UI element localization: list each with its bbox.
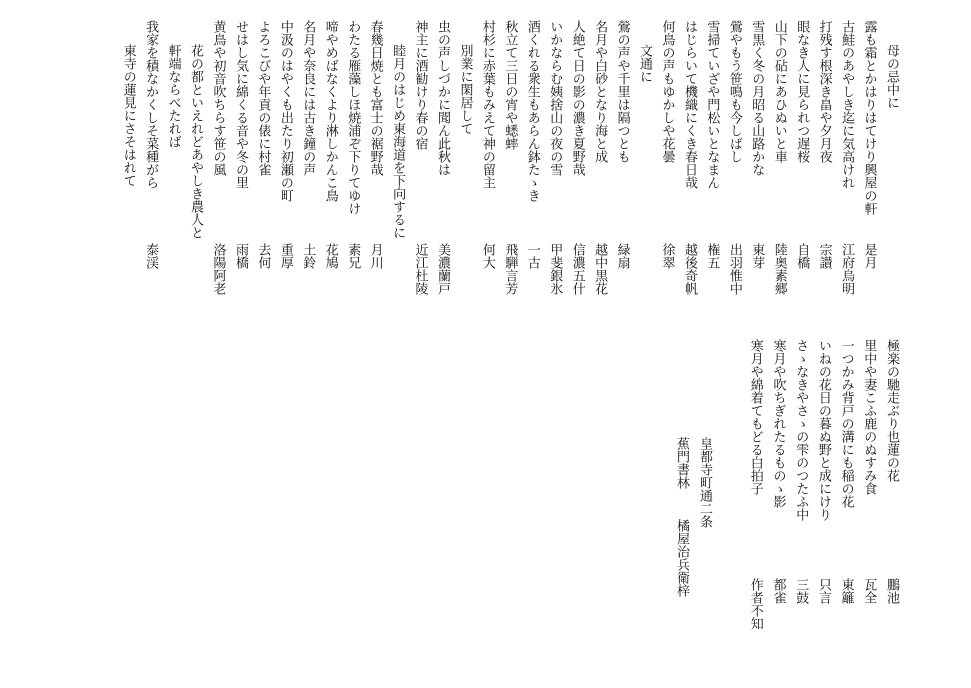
poet-name: 東籬 bbox=[838, 578, 854, 604]
haiku-line: 古鮭のあやしき迄に気高けれ bbox=[839, 20, 855, 189]
poet-name: 素兄 bbox=[345, 243, 361, 269]
haiku-line: 名月や白砂となり海と成 bbox=[592, 20, 608, 163]
headnote: 母の忌中に bbox=[884, 44, 899, 109]
haiku-line: 山下の砧にあひぬいと車 bbox=[771, 20, 787, 163]
poet-name: 出羽惟中 bbox=[726, 243, 742, 295]
headnote: 睦月のはじめ東海道を下向するに bbox=[390, 44, 406, 239]
poet-name: 越後奇帆 bbox=[681, 243, 697, 295]
poet-name: 東芽 bbox=[749, 243, 765, 269]
poet-name: 鵬池 bbox=[884, 578, 899, 604]
headnote: 別業に閑居して bbox=[457, 44, 473, 135]
poet-name: 洛陽阿老 bbox=[210, 243, 226, 295]
poet-name: 三鼓 bbox=[793, 578, 809, 604]
haiku-line: 名月や奈良には古き鐘の声 bbox=[300, 20, 316, 176]
poet-name: 権五 bbox=[704, 243, 720, 269]
haiku-line: 春幾日焼とも富士の裾野哉 bbox=[367, 20, 383, 176]
imprint-shop: 蕉門書林 bbox=[674, 437, 689, 489]
poet-name: 自橋 bbox=[794, 243, 810, 269]
poet-name: 飛騨言芳 bbox=[502, 243, 518, 295]
haiku-line: 寒月や綿着てもどる白拍子 bbox=[747, 339, 763, 495]
poet-name: 江府烏明 bbox=[839, 243, 855, 295]
poet-name: 美濃蘭戸 bbox=[435, 243, 450, 295]
poet-name: 土鈴 bbox=[300, 243, 316, 269]
poet-name: 近江杜陵 bbox=[412, 243, 428, 295]
poet-name: 去何 bbox=[255, 243, 271, 269]
poet-name: 月川 bbox=[367, 243, 383, 269]
haiku-line: 露も霜とかはりはてけり興屋の軒 bbox=[861, 20, 877, 215]
haiku-line: 酒くれる衆生もあらん鉢たゝき bbox=[524, 20, 540, 202]
headnote: 文通に bbox=[637, 44, 653, 83]
poet-name: 一古 bbox=[524, 243, 540, 269]
haiku-line: 虫の声しづかに聞ん此秋は bbox=[435, 20, 450, 176]
haiku-line: いねの花日の暮ぬ野と成にけり bbox=[815, 339, 831, 521]
haiku-line: 極楽の馳走ぶり也蓮の花 bbox=[884, 339, 899, 482]
haiku-line: 秋立て三日の宵や蟋蟀 bbox=[502, 20, 518, 150]
poet-name: 雨橋 bbox=[232, 243, 248, 269]
haiku-line: よろこびや年貢の俵に村雀 bbox=[255, 20, 271, 176]
poet-name: 瓦全 bbox=[861, 578, 877, 604]
poet-name: 宗讃 bbox=[816, 243, 832, 269]
haiku-line: 一つかみ背戸の溝にも稲の花 bbox=[838, 339, 854, 508]
haiku-line: 黄鳥や初音吹ちらす笹の風 bbox=[210, 20, 226, 176]
poet-name: 信濃五什 bbox=[569, 243, 585, 295]
haiku-line: 雪黒く冬の月昭る山路かな bbox=[749, 20, 765, 176]
poet-name: 花鳩 bbox=[322, 243, 338, 269]
haiku-line: 雪掃ていざや門松いとなまん bbox=[704, 20, 720, 189]
poet-name: 重厚 bbox=[277, 243, 293, 269]
haiku-line: 啼やめばなくより淋しかんこ鳥 bbox=[322, 20, 338, 202]
haiku-line: 村杉に赤葉もみえて神の留主 bbox=[479, 20, 495, 189]
poet-name: 只言 bbox=[815, 578, 831, 604]
imprint-address: 皇都寺町通二条 bbox=[697, 437, 712, 528]
poet-name: 何大 bbox=[479, 243, 495, 269]
haiku-line: 鶯の声や千里は隔つとも bbox=[614, 20, 630, 163]
haiku-line: 人絶て日の影の濃き夏野哉 bbox=[569, 20, 585, 176]
haiku-line: 寒月や吹ちぎれたるものゝ影 bbox=[770, 339, 786, 508]
haiku-line: 神主に酒勧けり春の宿 bbox=[412, 20, 428, 150]
haiku-line: 鶯やもう笹鳴も今しばし bbox=[726, 20, 742, 163]
headnote: 軒端ならべたれば bbox=[165, 44, 181, 148]
haiku-line: 我家を積なかくしそ菜種がら bbox=[143, 20, 159, 189]
poet-name: 緑扇 bbox=[614, 243, 630, 269]
haiku-line: わたる雁藻しほ焼浦ぞ下りてゆけ bbox=[345, 20, 361, 215]
poet-name: 泰渓 bbox=[143, 243, 159, 269]
haiku-line: 打残す根深き畠や夕月夜 bbox=[816, 20, 832, 163]
poet-name: 是月 bbox=[861, 243, 877, 269]
headnote: 東寺の蓮見にさそはれて bbox=[120, 44, 136, 187]
haiku-line: はじらいて機織にくき春日哉 bbox=[681, 20, 697, 189]
headnote: 花の都といえれどあやしき農人と bbox=[188, 44, 204, 239]
poet-name: 作者不知 bbox=[747, 578, 763, 630]
haiku-line: 中汲のはやくも出たり初瀬の町 bbox=[277, 20, 293, 202]
poet-name: 陸奥素郷 bbox=[771, 243, 787, 295]
poet-name: 都雀 bbox=[770, 578, 786, 604]
poet-name: 越中黒花 bbox=[592, 243, 608, 295]
haiku-line: せはし気に綿くる音や冬の里 bbox=[232, 20, 248, 189]
imprint-publisher: 橘屋治兵衛梓 bbox=[674, 519, 689, 597]
poet-name: 徐翠 bbox=[659, 243, 675, 269]
haiku-line: 眼なき人に見られつ遅桜 bbox=[794, 20, 810, 163]
haiku-line: 何鳥の声もゆかしや花曇 bbox=[659, 20, 675, 163]
haiku-line: さゝなきやさゝの雫のつたふ中 bbox=[793, 339, 809, 521]
haiku-line: いかならむ姨捨山の夜の雪 bbox=[547, 20, 563, 176]
haiku-line: 里中や妻こふ鹿のぬすみ食 bbox=[861, 339, 877, 495]
poet-name: 甲斐銀氷 bbox=[547, 243, 563, 295]
